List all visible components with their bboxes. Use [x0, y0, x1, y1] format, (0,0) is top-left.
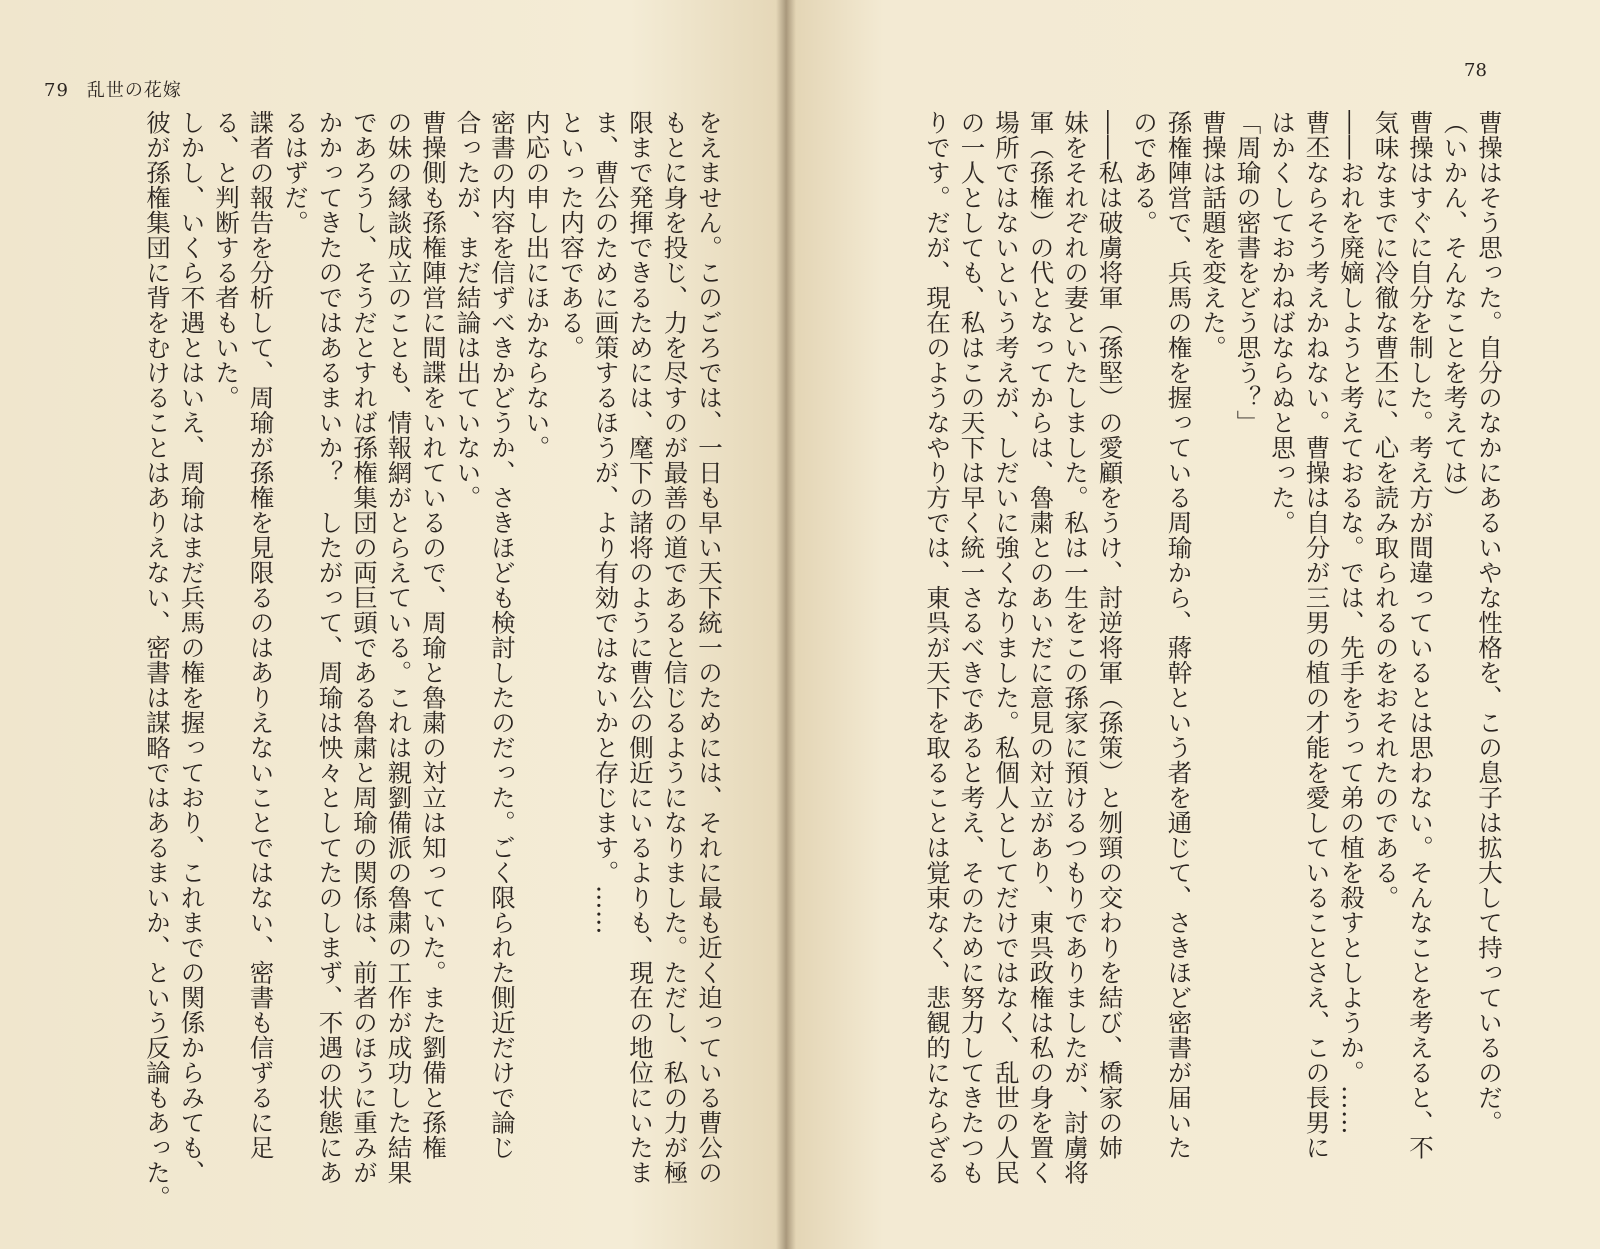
text-column: 「周瑜の密書をどう思う？」 [1233, 110, 1263, 435]
text-column: 孫権陣営で、兵馬の権を握っている周瑜から、蔣幹という者を通じて、さきほど密書が届いた [1164, 110, 1194, 1160]
left-page-number: 79 [44, 80, 69, 101]
left-page-header [44, 76, 182, 102]
running-head: 乱世の花嫁 [86, 80, 182, 101]
text-column: かかってきたのではあるまいか？ したがって、周瑜は怏々としてたのしまず、不遇の状態にあ [315, 110, 345, 1185]
text-column: はかくしておかねばならぬと思った。 [1268, 110, 1297, 535]
right-page-text [830, 110, 1506, 1240]
text-column: ――おれを廃嫡しようと考えておるな。では、先手をうって弟の植を殺すとしようか。…… [1337, 110, 1366, 1135]
text-column: 曹操はそう思った。自分のなかにあるいやな性格を、この息子は拡大して持っているのだ。 [1475, 110, 1504, 1135]
text-column: 密書の内容を信ずべきかどうか、さきほども検討したのだった。ごく限られた側近だけで論じ [488, 110, 517, 1160]
text-column: ま、曹公のために画策するほうが、より有効ではないかと存じます。…… [591, 110, 621, 935]
text-column: ――私は破虜将軍（孫堅）の愛顧をうけ、討逆将軍（孫策）と刎頸の交わりを結び、橋家の姉 [1095, 110, 1125, 1160]
text-column: であろうし、そうだとすれば孫権集団の両巨頭である魯粛と周瑜の関係は、前者のほうに重みが [350, 110, 379, 1185]
left-page-text [40, 110, 726, 1240]
text-column: もとに身を投じ、力を尽すのが最善の道であると信じるようになりました。ただし、私の力が極 [660, 110, 690, 1185]
text-column: 合ったが、まだ結論は出ていない。 [453, 110, 483, 510]
text-column: といった内容である。 [557, 110, 586, 360]
text-column: 曹操側も孫権陣営に間諜をいれているので、周瑜と魯粛の対立は知っていた。また劉備と孫権 [419, 110, 448, 1160]
text-column: 限まで発揮できるためには、麾下の諸将のように曹公の側近にいるよりも、現在の地位にいたま [626, 110, 655, 1185]
text-column: （いかん、そんなことを考えては） [1440, 110, 1470, 510]
text-column: るはずだ。 [281, 110, 310, 235]
text-column: 軍（孫権）の代となってからは、魯粛とのあいだに意見の対立があり、東呉政権は私の身を置く [1026, 110, 1056, 1185]
text-column: 場所ではないという考えが、しだいに強くなりました。私個人としてだけではなく、乱世の人民 [992, 110, 1021, 1185]
text-column: 諜者の報告を分析して、周瑜が孫権を見限るのはありえないことではない、密書も信ずるに足 [246, 110, 276, 1160]
text-column: 内応の申し出にほかならない。 [522, 110, 552, 460]
text-column: のである。 [1130, 110, 1159, 235]
text-column: る、と判断する者もいた。 [212, 110, 241, 410]
text-column: 曹操は話題を変えた。 [1199, 110, 1228, 360]
text-column: しかし、いくら不遇とはいえ、周瑜はまだ兵馬の権を握っており、これまでの関係からみても、 [177, 110, 207, 1185]
text-column: 気味なまでに冷徹な曹丕に、心を読み取られるのをおそれたのである。 [1371, 110, 1401, 910]
text-column: 曹丕ならそう考えかねない。曹操は自分が三男の植の才能を愛していることさえ、この長男に [1302, 110, 1332, 1160]
text-column: 曹操はすぐに自分を制した。考え方が間違っているとは思わない。そんなことを考えると、不 [1406, 110, 1435, 1160]
right-page-number: 78 [1464, 60, 1487, 81]
text-column: 彼が孫権集団に背をむけることはありえない、密書は謀略ではあるまいか、という反論もあった。 [143, 110, 172, 1210]
book-gutter [776, 0, 796, 1249]
text-column: をえません。このごろでは、一日も早い天下統一のためには、それに最も近く迫っている曹公の [695, 110, 724, 1185]
text-column: 妹をそれぞれの妻といたしました。私は一生をこの孫家に預けるつもりでありましたが、討虜将 [1061, 110, 1090, 1185]
text-column: の妹の縁談成立のことも、情報網がとらえている。これは親劉備派の魯粛の工作が成功した結果 [384, 110, 414, 1185]
text-column: の一人としても、私はこの天下は早く統一さるべきであると考え、そのために努力してきたつも [957, 110, 987, 1185]
text-column: りです。だが、現在のようなやり方では、東呉が天下を取ることは覚束なく、悲観的にならざる [923, 110, 952, 1185]
